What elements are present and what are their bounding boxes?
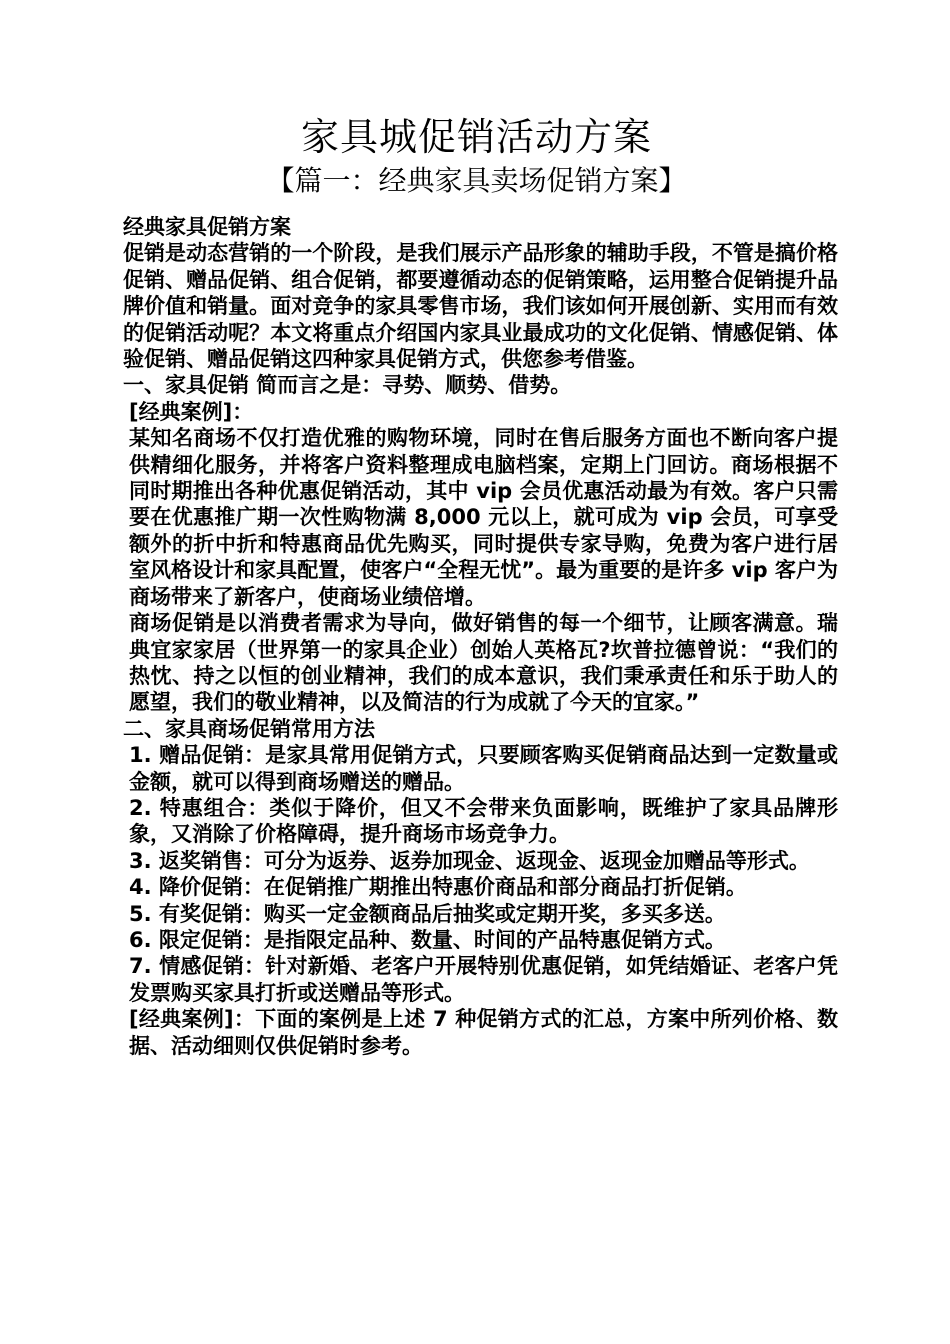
paragraph: 某知名商场不仅打造优雅的购物环境，同时在售后服务方面也不断向客户提供精细化服务，并将客户资料整理成电脑档案，定期上门回访。商场根据不同时期推出各种优惠促销活动，其中 vip 会员优惠活动最为有效。客户只需要在优惠推广期一次性购物满 8,000 元以上，就可成为 vip 会员，可享受额外的折中折和特惠商品优先购买，同时提供专家导购，免费为客户进行居室风格设计和家具配置，使客户“全程无忧”。最为重要的是许多 vip 客户为商场带来了新客户，使商场业绩倍增。 — [129, 426, 838, 609]
paragraph: 商场促销是以消费者需求为导向，做好销售的每一个细节，让顾客满意。瑞典宜家家居（世界第一的家具企业）创始人英格瓦?坎普拉德曾说：“我们的热忱、持之以恒的创业精神，我们的成本意识，我们秉承责任和乐于助人的愿望，我们的敬业精神，以及简洁的行为成就了今天的宜家。” — [129, 611, 838, 715]
paragraph: 一、家具促销 简而言之是：寻势、顺势、借势。 — [123, 373, 572, 398]
document-title: 家具城促销活动方案 — [300, 115, 652, 159]
paragraph: 经典家具促销方案 — [123, 215, 291, 239]
paragraph: 4. 降价促销：在促销推广期推出特惠价商品和部分商品打折促销。 — [129, 875, 747, 900]
paragraph: 3. 返奖销售：可分为返券、返券加现金、返现金、返现金加赠品等形式。 — [129, 848, 810, 873]
paragraph: [经典案例]： — [129, 399, 254, 424]
paragraph: 2. 特惠组合：类似于降价，但又不会带来负面影响，既维护了家具品牌形象，又消除了价格障碍，提升商场市场竞争力。 — [129, 795, 838, 847]
paragraph: [经典案例]：下面的案例是上述 7 种促销方式的汇总，方案中所列价格、数据、活动细则仅供促销时参考。 — [129, 1007, 838, 1058]
paragraph: 5. 有奖促销：购买一定金额商品后抽奖或定期开奖，多买多送。 — [129, 901, 726, 926]
paragraph: 二、家具商场促销常用方法 — [123, 716, 375, 741]
paragraph: 7. 情感促销：针对新婚、老客户开展特别优惠促销，如凭结婚证、老客户凭发票购买家具打折或送赠品等形式。 — [129, 954, 838, 1005]
paragraph: 6. 限定促销：是指限定品种、数量、时间的产品特惠促销方式。 — [129, 927, 726, 952]
paragraph: 1. 赠品促销：是家具常用促销方式，只要顾客购买促销商品达到一定数量或金额，就可以得到商场赠送的赠品。 — [129, 743, 838, 794]
document-body — [115, 214, 838, 1059]
paragraph: 促销是动态营销的一个阶段，是我们展示产品形象的辅助手段，不管是搞价格促销、赠品促销、组合促销，都要遵循动态的促销策略，运用整合促销提升品牌价值和销量。面对竞争的家具零售市场，我们该如何开展创新、实用而有效的促销活动呢？本文将重点介绍国内家具业最成功的文化促销、情感促销、体验促销、赠品促销这四种家具促销方式，供您参考借鉴。 — [123, 241, 838, 372]
document-subtitle: 【篇一：经典家具卖场促销方案】 — [266, 164, 687, 197]
